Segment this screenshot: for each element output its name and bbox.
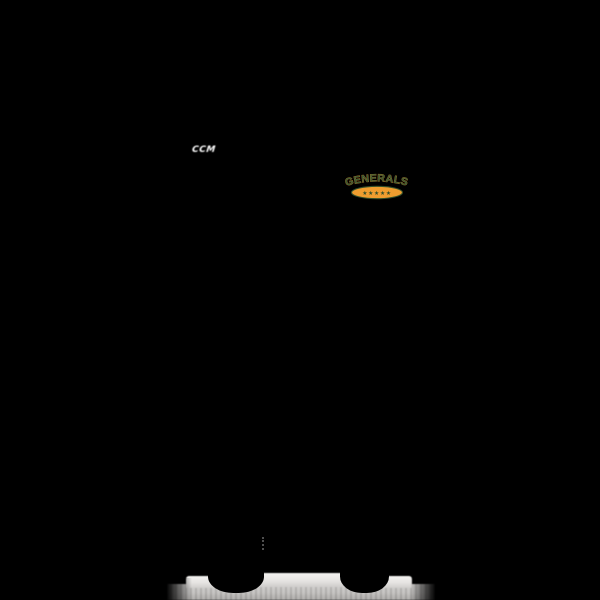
generals-logo-graphic [343,165,411,203]
right-pant-cuff [340,550,389,593]
carpet-fade-right [410,578,444,600]
ccm-brand-logo: CCM [191,145,217,155]
left-pant-cuff [208,550,264,593]
generals-arch-text: GENERALS [343,172,410,189]
carpet-highlight-center [256,573,348,587]
star-row: ★★★★★ [362,190,392,197]
carpet-fade-left [158,578,192,600]
generals-team-logo [343,165,411,203]
